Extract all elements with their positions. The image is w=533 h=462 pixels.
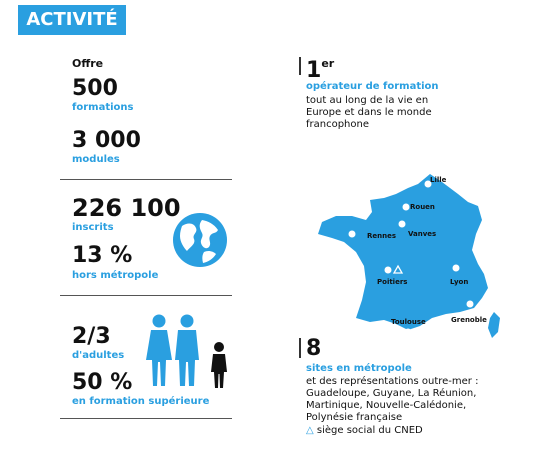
adults-label: d'adultes: [72, 350, 125, 361]
formations-value: 500: [72, 76, 118, 101]
sites-desc-line-4: Polynésie française: [306, 412, 403, 423]
sites-count: 8: [306, 336, 322, 361]
sites-desc-line-1: et des représentations outre-mer :: [306, 376, 479, 387]
operator-desc-line-2: Europe et dans le monde: [306, 107, 432, 118]
triangle-icon: △: [306, 425, 314, 436]
offer-label: Offre: [72, 57, 104, 70]
operator-desc-line-1: tout au long de la vie en: [306, 95, 429, 106]
france-shape: [318, 174, 488, 330]
rank-number: 1: [306, 58, 322, 83]
city-dot-rennes: [349, 231, 356, 238]
inscrits-label: inscrits: [72, 222, 114, 233]
operator-rank: [306, 52, 334, 83]
city-dot-grenoble: [467, 301, 474, 308]
city-dot-rouen: [403, 204, 410, 211]
headquarters-legend: [306, 425, 423, 437]
city-label-vanves: Vanves: [408, 230, 437, 238]
higher-education-value: 50 %: [72, 370, 133, 395]
rank-suffix: er: [321, 57, 335, 70]
city-label-rennes: Rennes: [367, 232, 397, 240]
city-label-poitiers: Poitiers: [377, 278, 408, 286]
vertical-accent-line: [299, 338, 301, 358]
inscrits-value: 226 100: [72, 194, 181, 222]
hors-metropole-value: 13 %: [72, 243, 133, 268]
city-dot-poitiers: [385, 267, 392, 274]
sites-desc-line-2: Guadeloupe, Guyane, La Réunion,: [306, 388, 477, 399]
modules-label: modules: [72, 154, 120, 165]
vertical-accent-line: [299, 57, 301, 75]
city-label-lyon: Lyon: [450, 278, 469, 286]
city-label-lille: Lille: [430, 176, 447, 184]
modules-value: 3 000: [72, 128, 141, 153]
city-dot-toulouse: [405, 329, 412, 336]
sites-desc-line-3: Martinique, Nouvelle-Calédonie,: [306, 400, 467, 411]
operator-desc-line-3: francophone: [306, 119, 370, 130]
corsica-shape: [488, 312, 500, 338]
divider: [60, 295, 232, 296]
city-label-grenoble: Grenoble: [451, 316, 487, 324]
adults-value: 2/3: [72, 324, 111, 349]
people-icon: [142, 314, 234, 390]
divider: [60, 179, 232, 180]
operator-title: opérateur de formation: [306, 81, 439, 92]
city-label-toulouse: Toulouse: [391, 318, 426, 326]
section-title: ACTIVITÉ: [26, 9, 118, 30]
city-label-rouen: Rouen: [410, 203, 435, 211]
higher-education-label: en formation supérieure: [72, 396, 210, 407]
headquarters-label: siège social du CNED: [316, 425, 423, 436]
city-dot-lyon: [453, 265, 460, 272]
formations-label: formations: [72, 102, 134, 113]
divider: [60, 418, 232, 419]
hors-metropole-label: hors métropole: [72, 270, 159, 281]
sites-title: sites en métropole: [306, 363, 412, 374]
city-dot-vanves: [399, 221, 406, 228]
globe-icon: [172, 212, 228, 268]
